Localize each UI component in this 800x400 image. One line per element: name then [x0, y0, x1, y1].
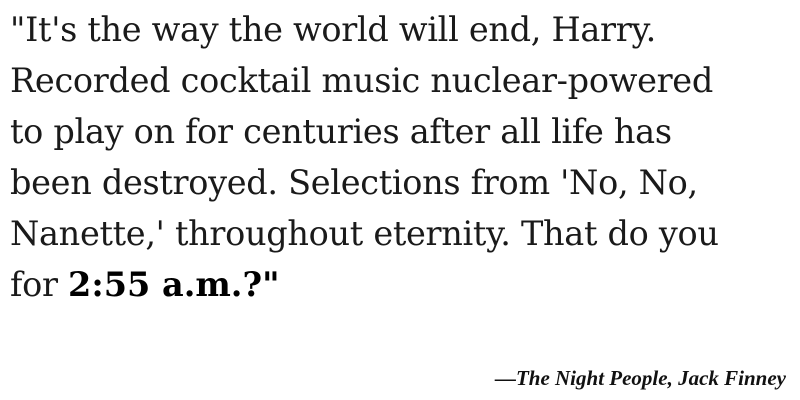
quote-line-1: "It's the way the world will end, Harry. [10, 10, 657, 49]
attribution: —The Night People, Jack Finney [494, 366, 786, 390]
quote-block [10, 4, 795, 310]
quote-line-5: Nanette,' throughout eternity. That do you [10, 214, 719, 253]
quote-line-6 [10, 259, 795, 310]
quote-line-6-prefix: for [10, 265, 69, 304]
quote-line-3: to play on for centuries after all life has [10, 112, 672, 151]
quote-line-4: been destroyed. Selections from 'No, No, [10, 163, 698, 202]
quote-line-2: Recorded cocktail music nuclear-powered [10, 61, 713, 100]
quote-time-emphasis: 2:55 a.m.?" [68, 265, 280, 304]
